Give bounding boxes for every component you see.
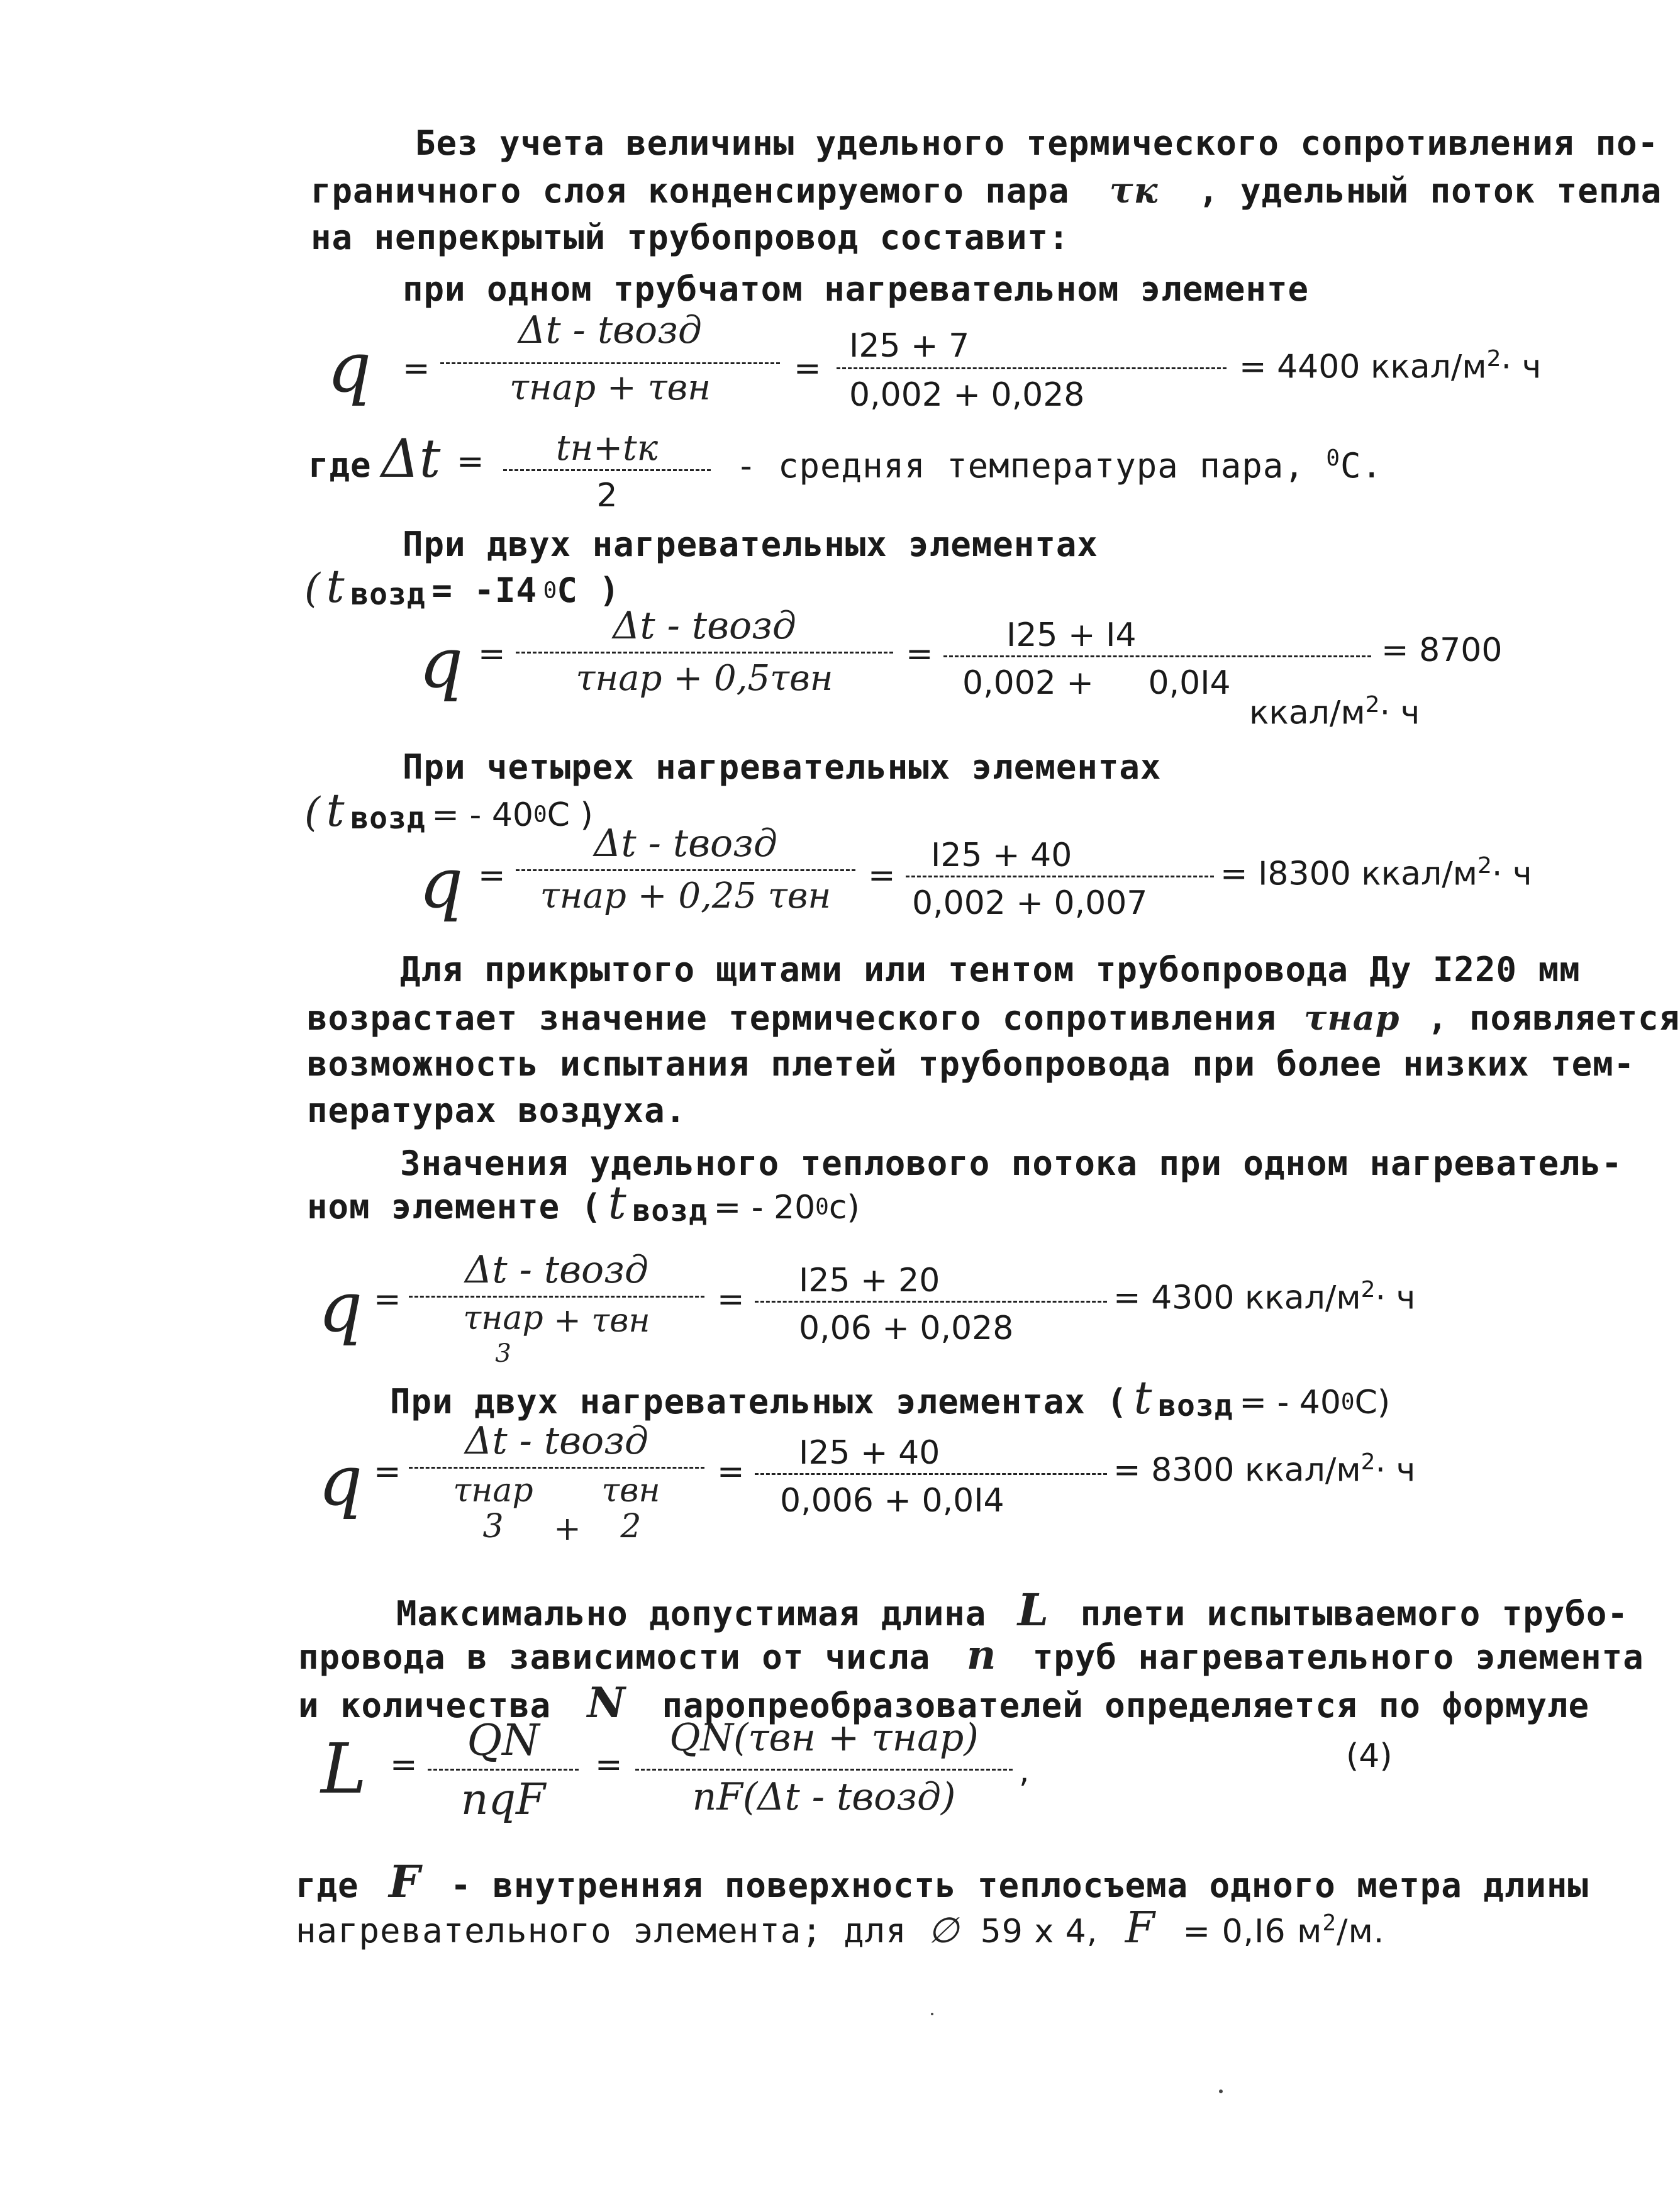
eq-4b: = (868, 857, 896, 894)
t-air-degree-c1: 0 (815, 1194, 829, 1220)
result-4-unit: · ч (1491, 855, 1532, 893)
fraction-bar-2b (943, 655, 1371, 657)
para3-line1 (396, 1584, 1628, 1636)
para3-line2-text-b: труб нагревательного элемента (1032, 1637, 1644, 1677)
two-elements-heading: При двух нагревательных элементах (403, 525, 1098, 564)
formula4-num2: QN(τвн + τнар) (669, 1716, 979, 1760)
tau-nar-c2: τнар (453, 1472, 533, 1510)
covered-one-line2 (307, 1176, 860, 1229)
where2-line2-text-a: нагревательного элемента; для (296, 1911, 907, 1950)
t-air-value-c1: = - 20 (713, 1189, 816, 1227)
t-air-subscript-4: возд (350, 801, 426, 837)
para1-line2-text-b: , удельный поток тепла (1198, 171, 1662, 211)
eq-2b: = (906, 635, 933, 673)
cond-close-2: С ) (557, 570, 620, 610)
numerator-symbolic-2: Δt - tвозд (613, 604, 796, 648)
covered-two-heading-text: При двух нагревательных элементах ( (390, 1382, 1128, 1422)
fraction-bar-mean (503, 469, 711, 471)
denominator-numeric-c2: 0,006 + 0,0I4 (780, 1482, 1004, 1520)
t-air-subscript-2: возд (350, 577, 426, 613)
formula4-den2: nF(Δt - tвозд) (692, 1775, 956, 1819)
para1-line1: Без учета величины удельного термического сопротивления по- (415, 123, 1659, 163)
result-c1-unit: · ч (1375, 1279, 1416, 1317)
t-air-degree-c2: 0 (1340, 1389, 1355, 1415)
result-2-unit-sup: 2 (1365, 692, 1380, 718)
formula-q-covered-two-numeric (755, 1434, 1107, 1528)
q-symbol-1: q (327, 327, 372, 408)
para3-line1-text-b: плети испытываемого трубо- (1080, 1594, 1628, 1633)
t-air-symbol-2: t (326, 560, 345, 613)
cond-open-4: ( (304, 789, 320, 836)
t-air-symbol-c1: t (608, 1176, 626, 1229)
where1-text (736, 445, 1382, 486)
speck-1 (1219, 2089, 1223, 2093)
formula-q-one-symbolic (440, 308, 780, 409)
F-symbol-2: F (1125, 1903, 1155, 1953)
para3-line3-text-a: и количества (298, 1686, 552, 1725)
denominator-numeric-1: 0,002 + 0,028 (849, 376, 1085, 414)
where2-area-sup: 2 (1322, 1910, 1337, 1936)
result-c1-sup: 2 (1360, 1277, 1376, 1303)
numerator-symbolic-c2: Δt - tвозд (465, 1419, 648, 1463)
tau-nar-c1: τнар (463, 1299, 543, 1337)
para3-line3-text-b: паропреобразователей определяется по формуле (662, 1686, 1589, 1725)
t-air-degree-4: 0 (533, 801, 547, 828)
formula4-fraction1 (428, 1716, 579, 1823)
para2-line2 (307, 998, 1680, 1038)
where1-eq: = (457, 443, 484, 481)
mean-temp-denominator: 2 (596, 477, 618, 515)
result-4 (1220, 853, 1532, 893)
where1-label: где (308, 445, 372, 485)
numerator-numeric-1: I25 + 7 (849, 327, 970, 365)
para3-line2 (298, 1632, 1644, 1679)
formula-q-one-numeric (837, 327, 1227, 421)
where2-area-unit: /м. (1337, 1913, 1385, 1950)
para2-line2-text-a: возрастает значение термического сопротивления (307, 998, 1277, 1038)
result-1-sup: 2 (1486, 346, 1501, 372)
eq-c2: = (374, 1453, 401, 1491)
denominator-symbolic-c1 (409, 1299, 704, 1370)
formula4-bar2 (635, 1769, 1013, 1771)
numerator-numeric-2: I25 + I4 (1006, 616, 1137, 654)
numerator-numeric-c2: I25 + 40 (799, 1434, 940, 1472)
tau-k-symbol: τк (1109, 170, 1159, 211)
q-symbol-4: q (419, 843, 464, 923)
result-c1 (1113, 1277, 1415, 1316)
t-air-subscript-c1: возд (632, 1193, 708, 1229)
tau-nar-divisor-c2: 3 (482, 1508, 504, 1546)
result-c2 (1113, 1449, 1415, 1489)
q-symbol-c1: q (318, 1267, 363, 1347)
four-elements-heading: При четырех нагревательных элементах (403, 747, 1162, 787)
fraction-bar-c2b (755, 1473, 1107, 1475)
formula4-eq1: = (390, 1746, 418, 1784)
para3-line2-text-a: провода в зависимости от числа (298, 1637, 931, 1677)
t-air-value-2: = -I4 (431, 570, 537, 610)
formula4-eq2: = (595, 1746, 623, 1784)
covered-two-heading (390, 1371, 1390, 1424)
para2-line2-text-b: , появляется (1427, 998, 1680, 1038)
result-c2-sup: 2 (1360, 1449, 1376, 1475)
formula4-den1: nqF (460, 1775, 546, 1825)
eq-c1: = (374, 1281, 401, 1318)
t-air-end-c2: С) (1354, 1384, 1391, 1422)
eq-4: = (478, 857, 506, 894)
denominator-2a: 0,002 + (962, 664, 1094, 702)
formula-q-covered-two-symbolic (409, 1419, 704, 1551)
where2-pipe-size: 59 x 4, (980, 1913, 1098, 1950)
fraction-bar-2 (516, 652, 893, 654)
t-air-symbol-c2: t (1133, 1371, 1152, 1424)
where1-description: - средняя температура пара, (736, 446, 1305, 486)
result-1-value: = 4400 ккал/м (1239, 348, 1487, 386)
q-symbol-c2: q (318, 1440, 363, 1521)
one-element-heading: при одном трубчатом нагревательном элементе (403, 269, 1309, 309)
fraction-bar-c2 (409, 1467, 704, 1469)
cond-close-4: С ) (547, 796, 593, 834)
denominator-numeric-4: 0,002 + 0,007 (912, 884, 1148, 922)
formula4-fraction2 (635, 1716, 1013, 1823)
denominator-symbolic-1: τнар + τвн (509, 367, 711, 408)
tau-vn-c1: + τвн (554, 1302, 650, 1340)
fraction-bar-1b (837, 367, 1227, 369)
denominator-symbolic-c2 (409, 1473, 704, 1548)
where1-unit: С. (1340, 446, 1383, 486)
formula-q-four-symbolic (516, 821, 855, 922)
formula-q-four-numeric (906, 837, 1214, 931)
cond-open-2: ( (304, 565, 320, 612)
tau-nar-symbol: τнар (1304, 998, 1400, 1038)
covered-one-line2-text: ном элементе ( (307, 1187, 603, 1227)
fraction-bar-c1b (755, 1301, 1107, 1303)
para2-line3: возможность испытания плетей трубопровода при более низких тем- (307, 1044, 1635, 1084)
denominator-2b: 0,0I4 (1148, 664, 1231, 702)
result-c2-unit: · ч (1375, 1451, 1416, 1489)
formula4-comma: , (1019, 1752, 1030, 1790)
where2-description: - внутренняя поверхность теплосъема одного метра длины (450, 1866, 1589, 1905)
eq-c2b: = (717, 1453, 745, 1491)
numerator-numeric-c1: I25 + 20 (799, 1262, 940, 1299)
fraction-bar-1 (440, 362, 780, 364)
formula-q-covered-one-symbolic (409, 1248, 704, 1367)
L-symbol-formula: L (321, 1728, 367, 1809)
denominator-numeric-c1: 0,06 + 0,028 (799, 1310, 1014, 1347)
t-air-subscript-c2: возд (1158, 1388, 1233, 1424)
t-air-degree-2: 0 (543, 577, 557, 604)
where2-line1 (296, 1856, 1589, 1908)
eq-1: = (403, 350, 430, 387)
result-2-unit-text: ккал/м (1249, 694, 1366, 732)
para2-line1: Для прикрытого щитами или тентом трубопровода Ду I220 мм (400, 950, 1581, 989)
result-c1-value: = 4300 ккал/м (1113, 1279, 1361, 1317)
para1-line3: на непрекрытый трубопровод составит: (311, 218, 1070, 257)
denominator-numeric-2 (943, 664, 1231, 702)
result-c2-value: = 8300 ккал/м (1113, 1451, 1361, 1489)
para2-line4: пературах воздуха. (307, 1091, 687, 1130)
numerator-symbolic-1: Δt - tвозд (518, 308, 702, 352)
mean-temp-numerator: tн+tк (555, 428, 659, 469)
formula-q-two-symbolic (516, 604, 893, 704)
t-air-value-4: = - 40 (431, 796, 533, 834)
result-2: = 8700 (1381, 632, 1503, 669)
formula-q-covered-one-numeric (755, 1262, 1107, 1356)
formula4-num1: QN (467, 1716, 540, 1766)
F-symbol: F (389, 1856, 421, 1908)
delta-t-symbol: Δt (381, 428, 441, 489)
result-1 (1239, 346, 1541, 386)
result-4-value: = I8300 ккал/м (1220, 855, 1477, 893)
plus-c2: + (554, 1510, 581, 1548)
para1-line2-text-a: граничного слоя конденсируемого пара (311, 171, 1070, 211)
result-2-unit-end: · ч (1379, 694, 1420, 732)
result-1-unit: · ч (1501, 348, 1542, 386)
tau-nar-divisor-c1: 3 (495, 1339, 511, 1368)
eq-c1b: = (717, 1281, 745, 1318)
denominator-symbolic-4: τнар + 0,25 τвн (540, 876, 832, 916)
para3-line1-text-a: Максимально допустимая длина (396, 1594, 987, 1633)
tau-vn-c2: τвн (601, 1472, 660, 1510)
numerator-symbolic-4: Δt - tвозд (594, 821, 777, 865)
t-air-symbol-4: t (326, 784, 345, 837)
diameter-icon: ∅ (928, 1910, 960, 1951)
formula4-bar1 (428, 1769, 579, 1771)
fraction-bar-4b (906, 876, 1214, 877)
eq-2: = (478, 635, 506, 673)
eq-1b: = (794, 350, 821, 387)
where2-area-value: = 0,I6 м (1182, 1913, 1323, 1950)
formula4-number: (4) (1346, 1737, 1393, 1775)
formula-mean-temperature (503, 428, 711, 516)
where2-line2 (296, 1903, 1384, 1953)
where1-degree: 0 (1326, 445, 1340, 471)
numerator-numeric-4: I25 + 40 (931, 837, 1072, 874)
n-symbol: n (966, 1632, 997, 1679)
t-air-end-c1: с) (828, 1189, 860, 1227)
speck-2 (931, 2013, 933, 2015)
numerator-symbolic-c1: Δt - tвозд (465, 1248, 648, 1292)
where2-label: где (296, 1866, 359, 1905)
result-4-sup: 2 (1477, 853, 1492, 879)
q-symbol-2: q (419, 623, 464, 703)
length-L-symbol: L (1017, 1584, 1050, 1636)
denominator-symbolic-2: τнар + 0,5τвн (576, 658, 833, 699)
covered-one-line1: Значения удельного теплового потока при одном нагреватель- (400, 1143, 1623, 1183)
N-symbol: N (587, 1678, 626, 1727)
fraction-bar-c1 (409, 1296, 704, 1298)
result-2-unit (1249, 692, 1420, 732)
para1-line2 (311, 170, 1662, 211)
fraction-bar-4 (516, 869, 855, 871)
tau-vn-divisor-c2: 2 (620, 1508, 642, 1546)
t-air-value-c2: = - 40 (1239, 1384, 1341, 1422)
